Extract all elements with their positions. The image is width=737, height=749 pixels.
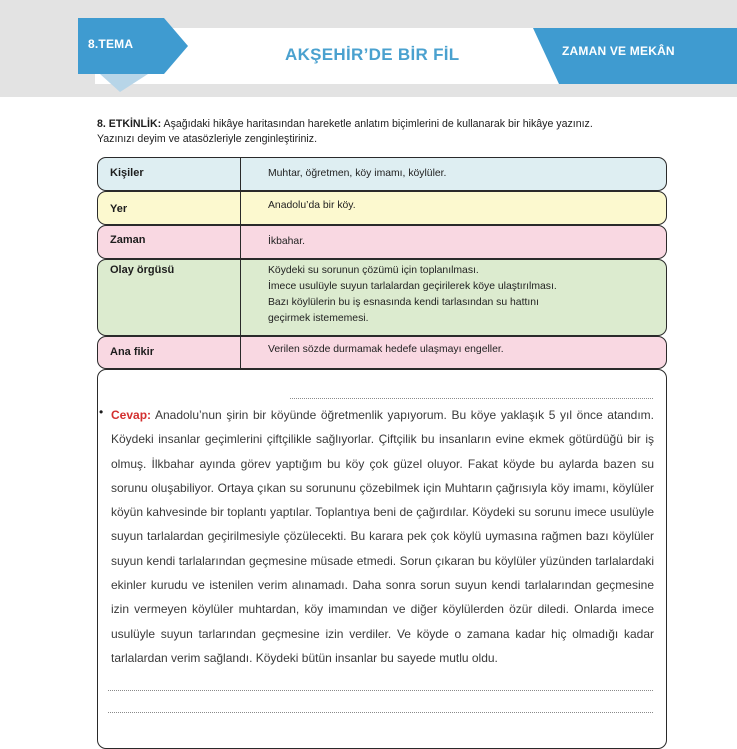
page-title: AKŞEHİR’DE BİR FİL — [285, 45, 460, 64]
row-key: Ana fikir — [110, 346, 155, 358]
row-value-line: Verilen sözde durmamak hedefe ulaşmayı engeller. — [268, 344, 504, 355]
writing-line — [290, 398, 653, 399]
answer-label: Cevap: — [111, 408, 152, 422]
row-value — [268, 342, 652, 358]
row-value — [268, 263, 652, 327]
row-value-line: İmece usulüyle suyun tarlalardan geçirilerek köye ulaştırılması. — [268, 281, 557, 292]
activity-line-2: Yazınızı deyim ve atasözleriyle zenginleştiriniz. — [97, 133, 318, 145]
theme-label: 8.TEMA — [88, 37, 134, 51]
activity-label: 8. ETKİNLİK: — [97, 118, 162, 130]
story-map-row-place — [97, 191, 667, 225]
story-map-row-main-idea — [97, 336, 667, 369]
answer-text: Anadolu’nun şirin bir köyünde öğretmenlik yapıyorum. Bu köye yaklaşık 5 yıl önce atandım. Köydeki insanlar geçimlerini çiftçilikle sağlıyorlar. Çiftçilik bu insanların evine ekmek götürdüğü bir iş olmuş. İlkbahar ayında görev yaptığım bu köy çok güzel oluyor. Fakat köyde bu aylarda bazen su sorunu oluşabiliyor. Ortaya çıkan su sorununu çözebilmek için Muhtarın çağrısıyla köy imamı, köylüler köyün kahvesinde bir toplantı yaptılar. Toplantıya beni de çağırdılar. Köydeki su sorunu imece usulüyle suyun tarlalardan geçirilmesiyle çözülecekti. Bu karara pek çok köylü uymasına rağmen bazı köylüler suyun kendi tarlalarından geçmesine müsade etmedi. Sorun çıkaran bu köylüler yüzünden tarlalardaki ekinler kurudu ve istenilen verim alınamadı. Daha sonra sorun suyun kendi tarlalarından geçmesine izin vermeyen köylüler muhtardan, köy imamından ve diğer köylülerden özür diledi. Onlarda imece usulüyle suyun tarlarından geçmesine izin verdiler. Ve köyde o zamana kadar hiç olmadığı kadar tarlalardan verim sağlandı. Köydeki bütün insanlar bu sayede mutlu oldu. — [111, 408, 654, 665]
row-divider — [240, 158, 241, 190]
row-divider — [240, 260, 241, 335]
answer-paragraph — [111, 403, 654, 670]
row-value-line: Muhtar, öğretmen, köy imamı, köylüler. — [268, 168, 447, 179]
row-divider — [240, 192, 241, 224]
row-value-line: Anadolu’da bir köy. — [268, 200, 356, 211]
row-value-line: geçirmek istememesi. — [268, 313, 369, 324]
section-label: ZAMAN VE MEKÂN — [562, 44, 675, 58]
story-map-row-plot — [97, 259, 667, 336]
activity-line-1: Aşağıdaki hikâye haritasından hareketle anlatım biçimlerini de kullanarak bir hikâye yazınız. — [161, 118, 593, 130]
bullet-icon: • — [99, 405, 104, 419]
row-key: Kişiler — [110, 167, 144, 179]
story-map-row-characters — [97, 157, 667, 191]
row-key: Yer — [110, 203, 128, 215]
activity-instructions — [97, 117, 677, 147]
row-value — [268, 166, 652, 182]
row-value-line: Bazı köylülerin bu iş esnasında kendi tarlasından su hattını — [268, 297, 539, 308]
row-key: Olay örgüsü — [110, 264, 175, 276]
row-key: Zaman — [110, 234, 146, 246]
theme-ribbon — [78, 18, 188, 96]
story-map-row-time — [97, 225, 667, 259]
writing-line — [108, 690, 653, 691]
writing-line — [108, 712, 653, 713]
row-value-line: Köydeki su sorunun çözümü için toplanılması. — [268, 265, 479, 276]
row-divider — [240, 226, 241, 258]
row-value-line: İkbahar. — [268, 236, 305, 247]
row-value — [268, 198, 652, 214]
row-value — [268, 234, 652, 250]
row-divider — [240, 337, 241, 368]
